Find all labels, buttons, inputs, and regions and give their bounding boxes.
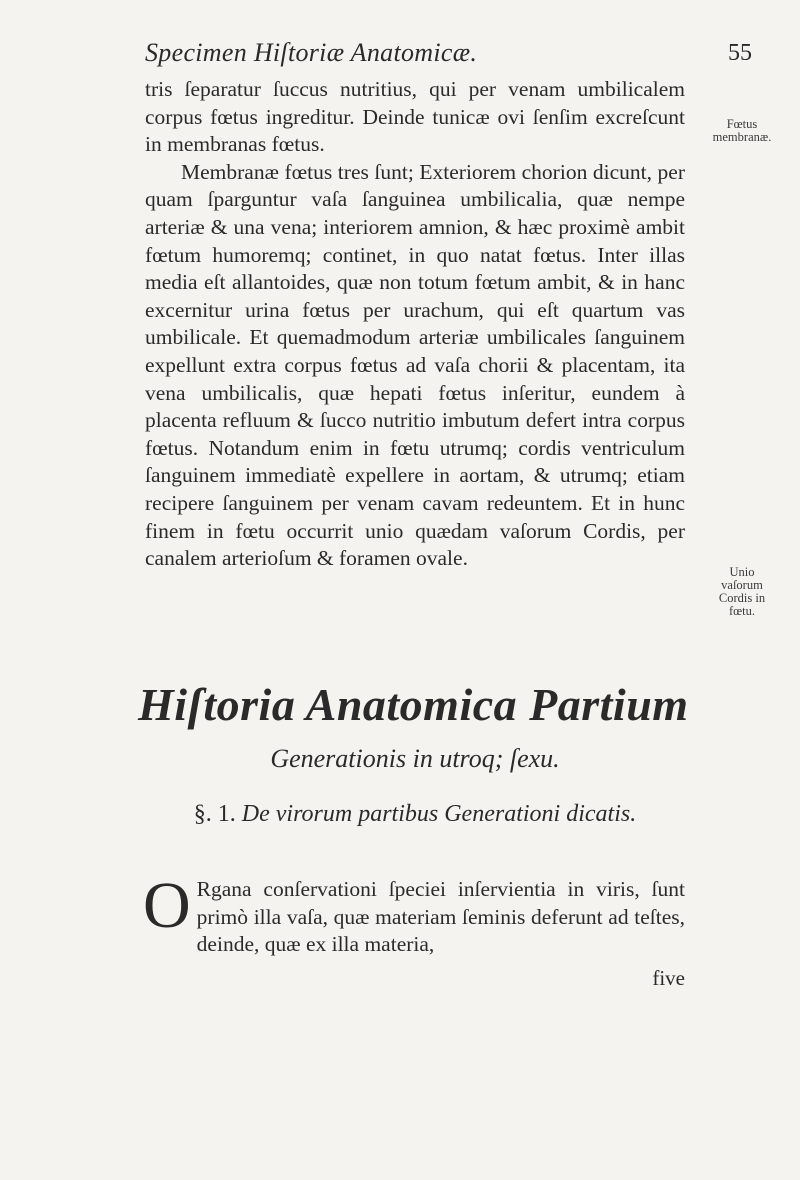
section-number: §. 1.	[193, 801, 236, 827]
marginal-note-union: Unio vaſorum Cordis in fœtu.	[718, 565, 766, 618]
final-paragraph	[143, 869, 685, 959]
marginal-note-membranes: Fœtus membranæ.	[712, 117, 772, 144]
final-paragraph-text: Rgana conſervationi ſpeciei inſervientia in viris, ſunt primò illa vaſa, quæ materiam ſeminis deferunt ad teſtes, deinde, quæ ex illa materia,	[196, 877, 685, 957]
catchword: five	[652, 966, 685, 990]
paragraph-2: Membranæ fœtus tres ſunt; Exteriorem chorion dicunt, per quam ſparguntur vaſa ſanguinea umbilicalia, quæ nempe arteriæ & una vena; interiorem amnion, & hæc proximè ambit fœtum humoremq; continet, in quo natat fœtus. Inter illas media eſt allantoides, quæ non totum fœtum ambit, & in hanc excernitur urina fœtus per urachum, qui eſt quartum vas umbilicale. Et quemadmodum arteriæ umbilicales ſanguinem expellunt extra corpus fœtus ad vaſa chorii & placentam, ita vena umbilicalis, quæ hepati fœtus inſeritur, eundem à placenta refluum & ſucco nutritio imbutum defert intra corpus fœtus. Notandum enim in fœtu utrumq; cordis ventriculum ſanguinem immediatè expellere in aortam, & utrumq; etiam recipere ſanguinem per venam cavam redeuntem. Et in hunc finem in fœtu occurrit unio quædam vaſorum Cordis, per canalem arterioſum & foramen ovale.	[145, 159, 685, 571]
section-title	[145, 798, 685, 830]
section-subheading: Generationis in utroq; ſexu.	[270, 744, 560, 773]
drop-cap: O	[143, 869, 191, 942]
page-header	[145, 38, 770, 74]
section-title-text: De virorum partibus Generationi dicatis.	[241, 801, 637, 827]
running-title: Specimen Hiſtoriæ Anatomicæ.	[145, 38, 478, 67]
section-heading: Hiſtoria Anatomica Partium	[138, 679, 689, 730]
page-number: 55	[728, 40, 752, 66]
body-text	[145, 76, 685, 573]
paragraph-1: tris ſeparatur ſuccus nutritius, qui per venam umbilicalem corpus fœtus ingreditur. Deinde tunicæ ovi ſenſim excreſcunt in membranas fœtus.	[145, 77, 685, 157]
